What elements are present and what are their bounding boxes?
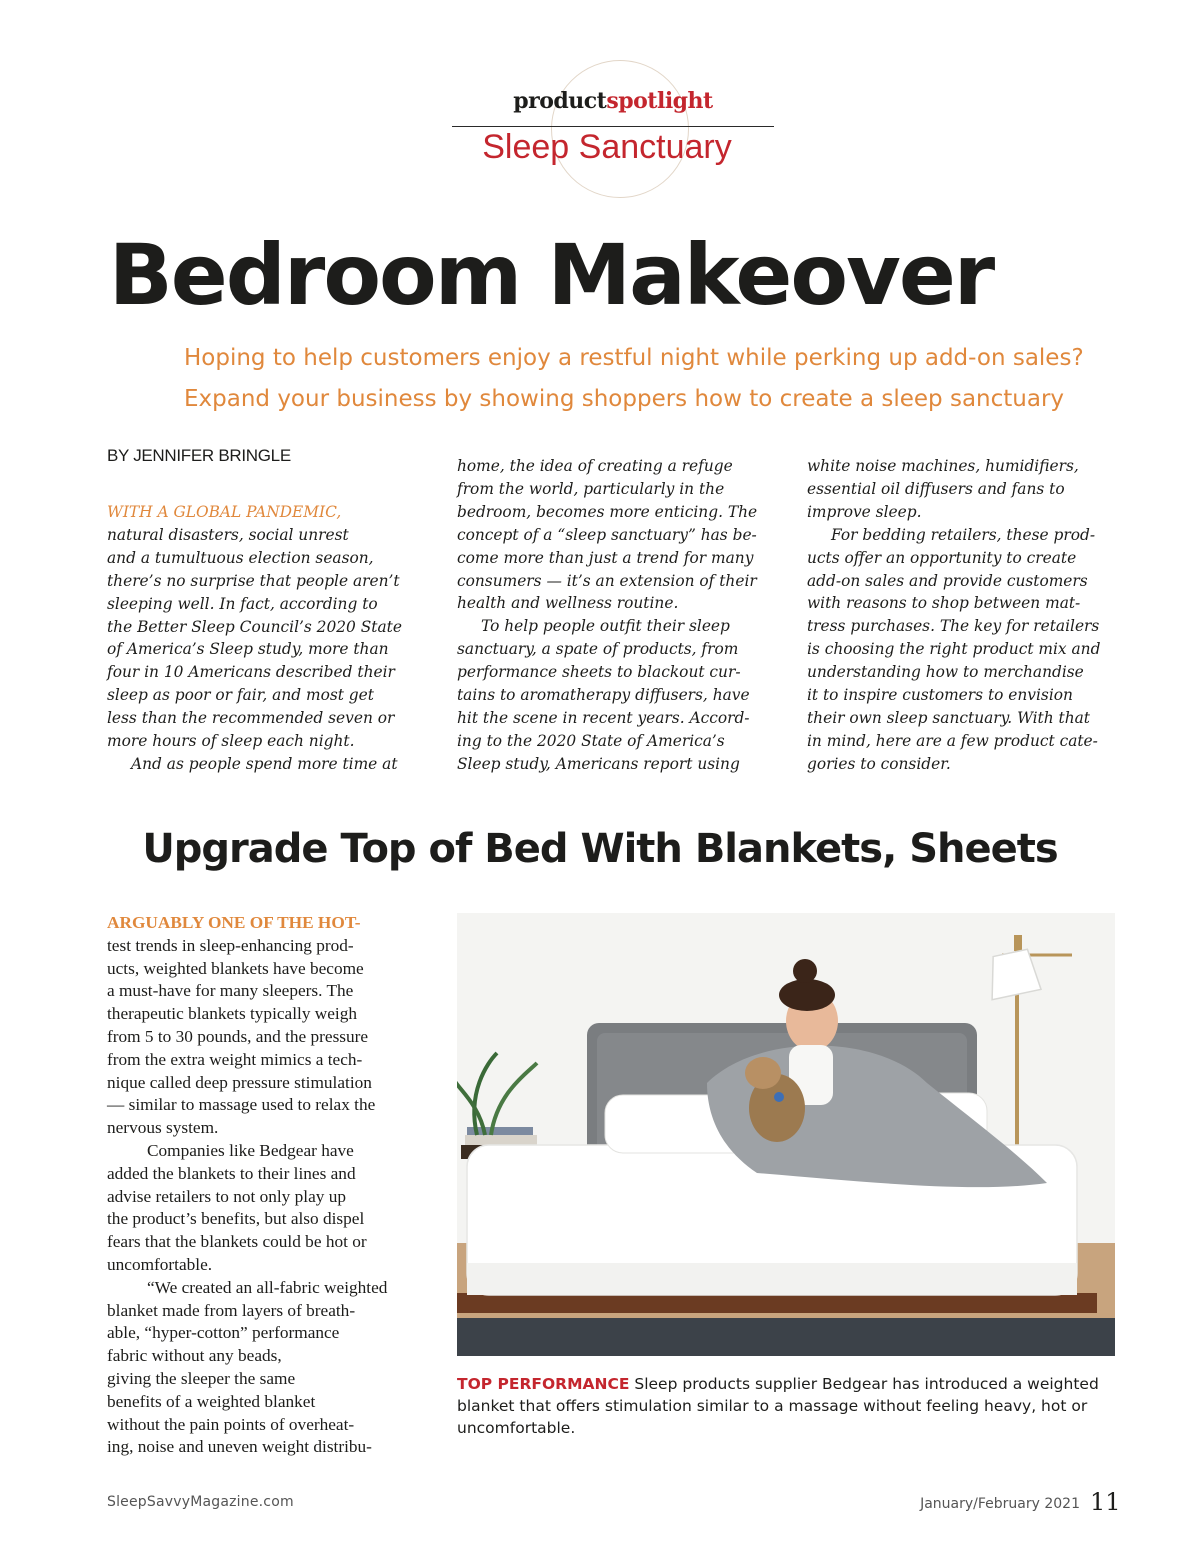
text-line: sleep as poor or fair, and most get xyxy=(107,686,374,705)
text-line: Sleep study, Americans report using xyxy=(457,754,740,773)
caption-lead: TOP PERFORMANCE xyxy=(457,1375,630,1393)
caption-line: blanket that offers stimulation similar to a massage without feeling heavy, hot or xyxy=(457,1397,1088,1415)
kicker-product: product xyxy=(513,88,607,114)
text-line: is choosing the right product mix and xyxy=(807,640,1101,659)
subhead: Upgrade Top of Bed With Blankets, Sheets xyxy=(142,826,1058,872)
text-line: less than the recommended seven or xyxy=(107,709,395,728)
text-line: the product’s benefits, but also dispel xyxy=(107,1209,365,1229)
section-kicker xyxy=(452,88,774,114)
text-line: fabric without any beads, xyxy=(107,1346,282,1366)
text-line: their own sleep sanctuary. With that xyxy=(807,708,1090,727)
page-number: 11 xyxy=(1090,1488,1121,1516)
text-line: performance sheets to blackout cur- xyxy=(457,663,741,682)
text-line: ucts offer an opportunity to create xyxy=(807,548,1077,567)
text-line: giving the sleeper the same xyxy=(107,1368,296,1388)
text-line: nervous system. xyxy=(107,1118,219,1138)
deck-line: Expand your business by showing shoppers how to create a sleep sanctuary xyxy=(184,386,1065,412)
text-line: tains to aromatherapy diffusers, have xyxy=(457,686,750,705)
text-line: from 5 to 30 pounds, and the pressure xyxy=(107,1026,369,1046)
text-line: understanding how to merchandise xyxy=(807,663,1084,682)
text-line: in mind, here are a few product cate- xyxy=(807,731,1098,750)
text-line: more hours of sleep each night. xyxy=(107,732,355,751)
text-line: uncomfortable. xyxy=(107,1254,213,1274)
headline-text: Bedroom Makeover xyxy=(108,226,994,324)
text-line: able, “hyper-cotton” performance xyxy=(107,1323,340,1343)
text-line: And as people spend more time at xyxy=(131,754,398,773)
text-line: bedroom, becomes more enticing. The xyxy=(457,502,758,521)
footer-issue: January/February 2021 xyxy=(920,1496,1080,1512)
bedroom-photo xyxy=(457,913,1115,1356)
text-line: white noise machines, humidifiers, xyxy=(807,457,1079,475)
text-line: For bedding retailers, these prod- xyxy=(831,525,1096,544)
text-line: natural disasters, social unrest xyxy=(107,525,349,544)
text-line: advise retailers to not only play up xyxy=(107,1186,347,1206)
deck xyxy=(184,338,1124,420)
text-line: without the pain points of overheat- xyxy=(107,1414,355,1434)
text-line: tress purchases. The key for retailers xyxy=(807,617,1100,636)
text-line: sleeping well. In fact, according to xyxy=(107,594,378,613)
headline xyxy=(0,226,1102,324)
body-column xyxy=(107,912,427,1459)
text-line: ucts, weighted blankets have become xyxy=(107,958,364,978)
text-line: there’s no surprise that people aren’t xyxy=(107,571,400,590)
section-title: Sleep Sanctuary xyxy=(482,128,732,166)
caption-line xyxy=(457,1373,1117,1395)
text-line: add-on sales and provide customers xyxy=(807,571,1088,590)
section-rule xyxy=(452,126,774,127)
text-line: ing to the 2020 State of America’s xyxy=(457,731,725,750)
text-line: home, the idea of creating a refuge xyxy=(457,457,733,475)
text-line: fears that the blankets could be hot or xyxy=(107,1232,367,1252)
text-line: benefits of a weighted blanket xyxy=(107,1391,316,1411)
text-line: nique called deep pressure stimulation xyxy=(107,1072,372,1092)
text-line: from the world, particularly in the xyxy=(457,479,725,498)
text-line: with reasons to shop between mat- xyxy=(807,594,1081,613)
text-line: essential oil diffusers and fans to xyxy=(807,479,1065,498)
text-line: health and wellness routine. xyxy=(457,594,679,613)
intro-column-2 xyxy=(457,455,767,776)
text-line: blanket made from layers of breath- xyxy=(107,1300,356,1320)
byline: BY JENNIFER BRINGLE xyxy=(107,446,291,465)
text-line: concept of a “sleep sanctuary” has be- xyxy=(457,525,757,544)
text-line: Companies like Bedgear have xyxy=(147,1140,354,1160)
kicker-spotlight: spotlight xyxy=(606,88,713,114)
text-line: four in 10 Americans described their xyxy=(107,663,395,682)
text-line: added the blankets to their lines and xyxy=(107,1163,356,1183)
text-line: come more than just a trend for many xyxy=(457,548,754,567)
text-line: consumers — it’s an extension of their xyxy=(457,571,757,590)
footer-site: SleepSavvyMagazine.com xyxy=(107,1494,294,1510)
intro-column-1 xyxy=(107,501,417,776)
text-line: and a tumultuous election season, xyxy=(107,548,374,567)
text-line: of America’s Sleep study, more than xyxy=(107,640,389,659)
text-line: improve sleep. xyxy=(807,502,922,521)
text-line: test trends in sleep-enhancing prod- xyxy=(107,935,354,955)
deck-line: Hoping to help customers enjoy a restful night while perking up add-on sales? xyxy=(184,345,1084,371)
intro-column-3 xyxy=(807,455,1117,776)
caption-text: Sleep products supplier Bedgear has introduced a weighted xyxy=(629,1375,1099,1393)
text-line: To help people outfit their sleep xyxy=(481,617,730,636)
text-line: “We created an all-fabric weighted xyxy=(147,1277,388,1297)
caption-line: uncomfortable. xyxy=(457,1419,576,1437)
text-line: sanctuary, a spate of products, from xyxy=(457,640,739,659)
text-line: ing, noise and uneven weight distribu- xyxy=(107,1437,372,1457)
text-line: — similar to massage used to relax the xyxy=(107,1095,376,1115)
lead-in: ARGUABLY ONE OF THE HOT- xyxy=(107,913,361,932)
text-line: gories to consider. xyxy=(807,754,951,773)
text-line: it to inspire customers to envision xyxy=(807,686,1073,705)
photo-caption xyxy=(457,1373,1117,1439)
text-line: the Better Sleep Council’s 2020 State xyxy=(107,617,402,636)
lead-in: WITH A GLOBAL PANDEMIC, xyxy=(107,503,342,521)
text-line: hit the scene in recent years. Accord- xyxy=(457,708,750,727)
text-line: a must-have for many sleepers. The xyxy=(107,981,354,1001)
bedroom-illustration xyxy=(457,913,1115,1356)
text-line: therapeutic blankets typically weigh xyxy=(107,1004,358,1024)
text-line: from the extra weight mimics a tech- xyxy=(107,1049,363,1069)
